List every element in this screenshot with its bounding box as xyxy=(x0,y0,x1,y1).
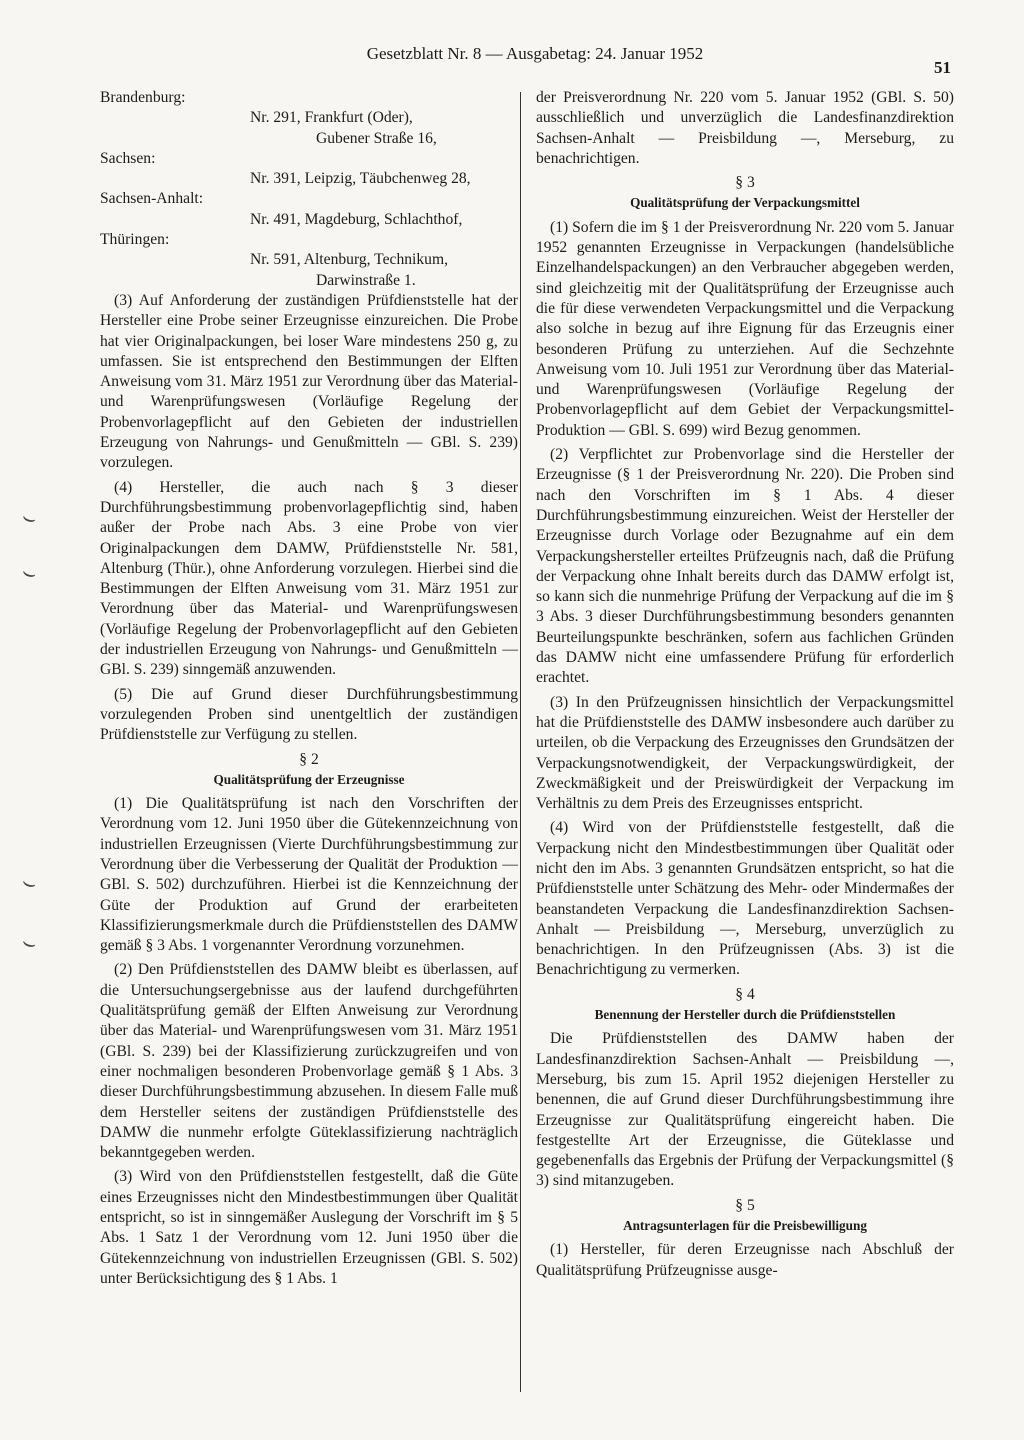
page-number: 51 xyxy=(934,58,951,77)
section-heading: Antragsunterlagen für die Preisbewilligung xyxy=(623,1218,867,1234)
address-line: Nr. 591, Altenburg, Technikum, xyxy=(250,251,449,269)
paragraph: (3) In den Prüfzeugnissen hinsichtlich der Verpackungsmittel hat die Prüfdienststelle des DAMW insbesondere auch darüber zu urteilen, ob die Verpackung des Erzeugnisses den Grundsätzen der Verpackungsnotwendigkeit, der Verpackungswürdigkeit, der Zweckmäßigkeit und der Preiswürdigkeit der Verpackung im Verhältnis zu dem Preis des Erzeugnisses entspricht. xyxy=(536,693,954,813)
section-number: § 3 xyxy=(735,174,755,192)
margin-mark: ⌣ xyxy=(18,503,41,532)
paragraph: (1) Hersteller, für deren Erzeugnisse nach Abschluß der Qualitätsprüfung Prüfzeugnisse ausge- xyxy=(536,1241,954,1279)
section-number: § 5 xyxy=(735,1196,755,1214)
paragraph: der Preisverordnung Nr. 220 vom 5. Januar 1952 (GBl. S. 50) ausschließlich und unverzüglich die Landesfinanzdirektion Sachsen-Anhalt — Preisbildung —, Merseburg, zu benachrichtigen. xyxy=(536,89,954,167)
paragraph: (4) Hersteller, die auch nach § 3 dieser Durchführungsbestimmung probenvorlagepflichtig sind, haben außer der Probe nach Abs. 3 eine Probe von vier Originalpackungen dem DAMW, Prüfdienststelle Nr. 581, Altenburg (Thür.), ohne Anforderung vorzulegen. Hierbei sind die Bestimmungen der Elften Anweisung vom 31. März 1951 zur Verordnung über das Material- und Warenprüfungswesen (Vorläufige Regelung der Probenvorlagepflicht auf den Gebieten der industriellen Erzeugung von Nahrungs- und Genußmitteln — GBl. S. 239) sinngemäß anzuwenden. xyxy=(100,478,518,679)
section-heading: Qualitätsprüfung der Erzeugnisse xyxy=(213,771,405,787)
page-header: Gesetzblatt Nr. 8 — Ausgabetag: 24. Januar 1952 xyxy=(366,44,704,63)
address-line: Gubener Straße 16, xyxy=(316,129,437,147)
margin-mark: ⌣ xyxy=(18,868,41,897)
column-divider xyxy=(520,92,521,1392)
address-line: Nr. 291, Frankfurt (Oder), xyxy=(250,109,413,127)
paragraph: (5) Die auf Grund dieser Durchführungsbestimmung vorzulegenden Proben sind unentgeltlich der zuständigen Prüfdienststelle zur Verfügung zu stellen. xyxy=(100,685,518,744)
address-list xyxy=(100,88,518,291)
paragraph: (3) Auf Anforderung der zuständigen Prüfdienststelle hat der Hersteller eine Probe seiner Erzeugnisse einzureichen. Die Probe hat vier Originalpackungen, bei loser Ware mindestens 250 g, zu umfassen. Sie ist entsprechend den Bestimmungen der Elften Anweisung vom 31. März 1951 zur Verordnung über das Material- und Warenprüfungswesen (Vorläufige Regelung der Probenvorlagepflicht auf den Gebieten der industriellen Erzeugung von Nahrungs- und Genußmitteln — GBl. S. 239) vorzulegen. xyxy=(100,291,518,472)
paragraph: (2) Den Prüfdienststellen des DAMW bleibt es überlassen, auf die Untersuchungsergebnisse aus der laufend durchgeführten Qualitätsprüfung gemäß der Elften Anweisung zur Verordnung über das Material- und Warenprüfungswesen vom 31. März 1951 (GBl. S. 239) bei der Klassifizierung zurückzugreifen und von einer nochmaligen besonderen Probenvorlage gemäß § 1 Abs. 3 dieser Durchführungsbestimmung abzusehen. In diesem Falle muß dem Hersteller seitens der zuständigen Prüfdienststelle des DAMW die nunmehr erfolgte Güteklassifizierung nachträglich bekanntgegeben werden. xyxy=(100,961,518,1162)
address-line: Nr. 491, Magdeburg, Schlachthof, xyxy=(250,210,463,228)
state-label: Brandenburg: xyxy=(100,89,186,106)
address-line: Nr. 391, Leipzig, Täubchenweg 28, xyxy=(250,170,471,188)
state-label: Sachsen-Anhalt: xyxy=(100,190,204,208)
section-number: § 2 xyxy=(299,750,319,768)
state-label: Thüringen: xyxy=(100,231,170,249)
section-heading: Benennung der Hersteller durch die Prüfdienststellen xyxy=(594,1007,896,1023)
paragraph: (4) Wird von der Prüfdienststelle festgestellt, daß die Verpackung nicht den Mindestbestimmungen über Qualität oder nicht den im Abs. 3 genannten Grundsätzen entspricht, so hat die Prüfdienststelle unter Schätzung des Mehr- oder Mindermaßes der beanstandeten Verpackung die Landesfinanzdirektion Sachsen-Anhalt — Preisbildung —, Merseburg, unverzüglich zu benachrichtigen. In den Prüfzeugnissen (Abs. 3) ist die Benachrichtigung zu vermerken. xyxy=(536,819,954,979)
address-line: Darwinstraße 1. xyxy=(316,271,416,289)
left-column xyxy=(100,88,518,1293)
margin-mark: ⌣ xyxy=(18,558,41,587)
paragraph: (3) Wird von den Prüfdienststellen festgestellt, daß die Güte eines Erzeugnisses nicht den Mindestbestimmungen über Qualität entspricht, so ist in sinngemäßer Auslegung der Vorschrift im § 5 Abs. 1 Satz 1 der Verordnung vom 12. Juni 1950 über die Gütekennzeichnung von industriellen Erzeugnissen (GBl. S. 502) unter Berücksichtigung des § 1 Abs. 1 xyxy=(100,1168,518,1287)
section-number: § 4 xyxy=(735,985,755,1003)
paragraph: (1) Sofern die im § 1 der Preisverordnung Nr. 220 vom 5. Januar 1952 genannten Erzeugnisse in Verpackungen (handelsübliche Einzelhandelspackungen) an den Verbraucher abgegeben werden, sind gleichzeitig mit der Qualitätsprüfung der Erzeugnisse auch die für diese verwendeten Verpackungsmittel und die Verpackung also solche in bezug auf ihre Eignung für das Erzeugnis einer besonderen Prüfung zu unterziehen. Auf die Sechzehnte Anweisung vom 10. Juli 1951 zur Verordnung über das Material- und Warenprüfungswesen (Vorläufige Regelung der Probenvorlagepflicht auf dem Gebiet der Verpackungsmittel-Produktion — GBl. S. 699) wird Bezug genommen. xyxy=(536,218,954,439)
state-label: Sachsen: xyxy=(100,149,156,167)
paragraph: (2) Verpflichtet zur Probenvorlage sind die Hersteller der Erzeugnisse (§ 1 der Preisverordnung Nr. 220). Die Proben sind nach den Vorschriften im § 1 Abs. 4 dieser Durchführungsbestimmung einzureichen. Weist der Hersteller der Erzeugnisse durch Vorlage oder Bezugnahme auf ein dem Verpackungshersteller erteiltes Prüfzeugnis nach, daß die Prüfung der Verpackung ohne Inhalt bereits durch das DAMW erfolgt ist, so kann sich die nunmehrige Prüfung der Verpackung auf die im § 3 Abs. 3 dieser Durchführungsbestimmung besonders genannten Beurteilungspunkte beschränken, sofern aus fachlichen Gründen das DAMW nicht eine umfassendere Prüfung für erforderlich erachtet. xyxy=(536,446,954,687)
paragraph: (1) Die Qualitätsprüfung ist nach den Vorschriften der Verordnung vom 12. Juni 1950 über die Gütekennzeichnung von industriellen Erzeugnissen (Vierte Durchführungsbestimmung zur Verordnung über die Verbesserung der Qualität der Produktion — GBl. S. 502) durchzuführen. Hierbei ist die Kennzeichnung der Güte der Produktion auf Grund der erarbeiteten Klassifizierungsmerkmale durch die Prüfdienststellen des DAMW gemäß § 3 Abs. 1 vorgenannter Verordnung vorzunehmen. xyxy=(100,795,518,955)
margin-mark: ⌣ xyxy=(18,928,41,957)
paragraph: Die Prüfdienststellen des DAMW haben der Landesfinanzdirektion Sachsen-Anhalt — Preisbildung —, Merseburg, bis zum 15. April 1952 diejenigen Hersteller zu benennen, die auf Grund dieser Durchführungsbestimmung ihre Erzeugnisse zur Qualitätsprüfung eingereicht haben. Die festgestellte Art der Erzeugnisse, die Güteklasse und gegebenenfalls das Ergebnis der Prüfung der Verpackungsmittel (§ 3) sind mitanzugeben. xyxy=(536,1030,954,1190)
right-column xyxy=(536,88,954,1285)
section-heading: Qualitätsprüfung der Verpackungsmittel xyxy=(630,195,860,211)
